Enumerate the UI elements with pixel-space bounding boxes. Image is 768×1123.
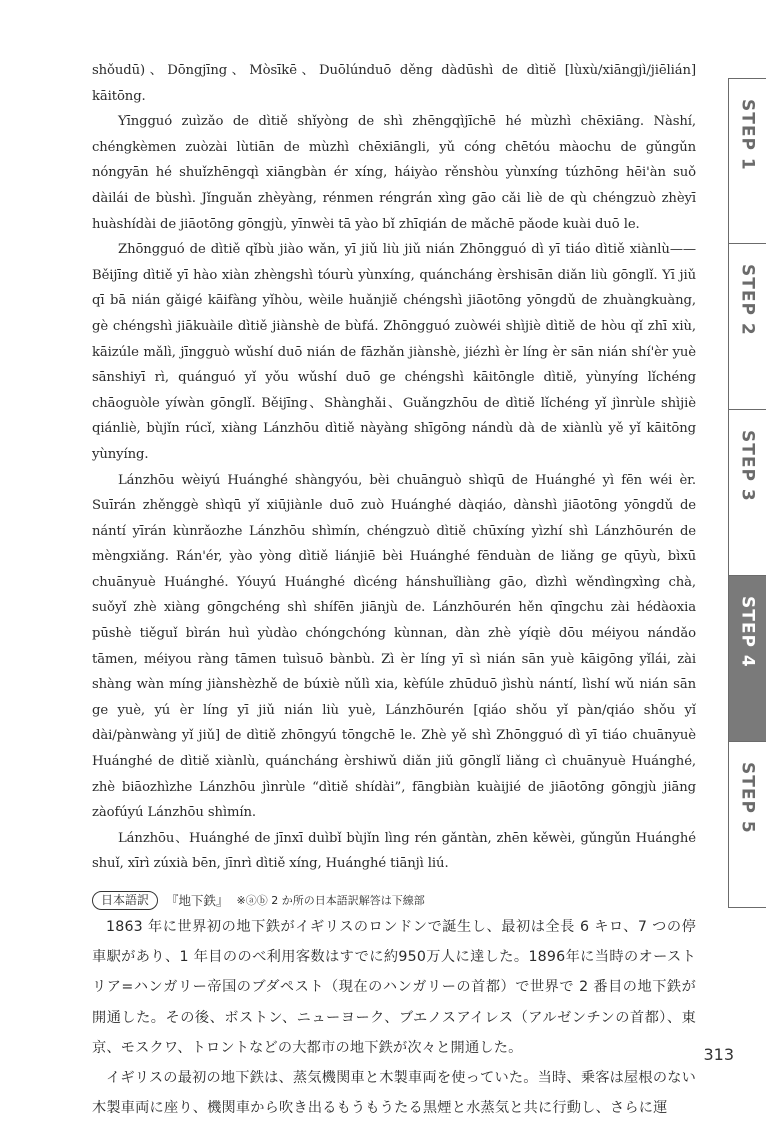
tab-step-3[interactable]: [728, 410, 766, 576]
tab-step-4-label: STEP 4: [737, 596, 758, 668]
tab-step-4[interactable]: [728, 576, 766, 742]
tab-step-5-label: STEP 5: [737, 762, 758, 834]
translation-tag: 日本語訳: [92, 891, 158, 910]
tab-step-2-label: STEP 2: [737, 264, 758, 336]
japanese-paragraph-2: イギリスの最初の地下鉄は、蒸気機関車と木製車両を使っていた。当時、乗客は屋根のない木製車両に座り、機関車から吹き出るもうもうたる黒煙と水蒸気と共に行動し、さらに運: [92, 1070, 696, 1117]
tab-step-1[interactable]: [728, 78, 766, 244]
pinyin-paragraph-1: shǒudū)、Dōngjīng、Mòsīkē、Duōlúnduō děng dàdūshì de dìtiě [lùxù/xiāngjì/jiēlián] kāitōng.: [92, 63, 696, 104]
pinyin-paragraph-5: Lánzhōu、Huánghé de jīnxī duìbǐ bùjǐn lìng rén gǎntàn, zhēn kěwèi, gǔngǔn Huánghé shuǐ, xīrì zúxià bēn, jīnrì dìtiě xíng, Huánghé tiānjì liú.: [92, 830, 696, 872]
page-number: 313: [703, 1045, 734, 1064]
main-text-column: [92, 58, 696, 1123]
translation-title: 『地下鉄』: [166, 892, 229, 908]
tab-step-3-label: STEP 3: [737, 430, 758, 502]
japanese-paragraph-1: 1863 年に世界初の地下鉄がイギリスのロンドンで誕生し、最初は全長 6 キロ、7 つの停車駅があり、1 年目ののべ利用客数はすでに約950万人に達した。1896年に当時のオーストリア=ハンガリー帝国のブダペスト（現在のハンガリーの首都）で世界で 2 番目の地下鉄が開通した。その後、ボストン、ニューヨーク、ブエノスアイレス（アルゼンチンの首都）、東京、モスクワ、トロントなどの大都市の地下鉄が次々と開通した。: [92, 919, 696, 1056]
step-tabs: [728, 78, 768, 908]
translation-note: ※ⓐⓑ 2 か所の日本語訳解答は下線部: [236, 893, 425, 907]
pinyin-paragraph-2: Yīngguó zuìzǎo de dìtiě shǐyòng de shì zhēngqìjīchē hé mùzhì chēxiāng. Nàshí, chéngkèmen zuòzài lùtiān de mùzhì chēxiāngli, yǔ cóng chētóu màochu de gǔngǔn nóngyān hé shuǐzhēngqì xiāngbàn ér xíng, háiyào rěnshòu yùnxíng túzhōng hēi'àn suǒ dàilái de bùshì. Jǐnguǎn zhèyàng, rénmen réngrán xìng gāo cǎi liè de qù chéngzuò zhèyī huàshídài de jiāotōng gōngjù, yīnwèi tā yào bǐ zhīqián de mǎchē pǎode kuài duō le.: [92, 114, 696, 232]
tab-step-2[interactable]: [728, 244, 766, 410]
pinyin-paragraph-3: Zhōngguó de dìtiě qǐbù jiào wǎn, yī jiǔ liù jiǔ nián Zhōngguó dì yī tiáo dìtiě xiànlù—— Běijīng dìtiě yī hào xiàn zhèngshì tóurù yùnxíng, quáncháng èrshisān diǎn liù gōnglǐ. Yī jiǔ qī bā nián gǎigé kāifàng yǐhòu, wèile huǎnjiě chéngshì jiāotōng yōngdǔ de zhuàngkuàng, gè chéngshì jiākuàile dìtiě jiànshè de bùfá. Zhōngguó zuòwéi shìjiè dìtiě de hòu qǐ zhī xiù, kāizúle mǎlì, jīngguò wǔshí duō nián de fāzhǎn jiànshè, jiézhì èr líng èr sān nián shí'èr yuè sānshiyī rì, quánguó yǐ yǒu wǔshí duō ge chéngshì kāitōngle dìtiě, yùnyíng lǐchéng chāoguòle yíwàn gōnglǐ. Běijīng、Shànghǎi、Guǎngzhōu de dìtiě lǐchéng yǐ jìnrùle shìjiè qiánliè, bùjǐn rúcǐ, xiàng Lánzhōu dìtiě nàyàng shīgōng nándù dà de xiànlù yě yǐ kāitōng yùnyíng.: [92, 242, 696, 462]
japanese-translation-header: [92, 891, 696, 910]
pinyin-paragraph-4: Lánzhōu wèiyú Huánghé shàngyóu, bèi chuānguò shìqū de Huánghé yì fēn wéi èr. Suīrán zhěnggè shìqū yǐ xiūjiànle duō zuò Huánghé dàqiáo, dànshì jiāotōng yōngdǔ de nántí yīrán kùnrǎozhe Lánzhōu shìmín, chéngzuò dìtiě chūxíng yìzhí shì Lánzhōurén de mèngxiǎng. Rán'ér, yào yòng dìtiě liánjiē bèi Huánghé fēnduàn de liǎng ge qūyù, bìxū chuānyuè Huánghé. Yóuyú Huánghé dìcéng hánshuǐliàng gāo, dìzhì wěndìngxìng chà, suǒyǐ zhè xiàng gōngchéng shì shífēn jiānjù de. Lánzhōurén hěn qīngchu zài hédàoxia pūshè tiěguǐ bìrán huì yùdào chóngchóng kùnnan, dàn zhè yíqiè dōu méiyou nándǎo tāmen, méiyou ràng tāmen tuìsuō bànbù. Zì èr líng yī sì nián sān yuè kāigōng yǐlái, zài shàng wàn míng jiànshèzhě de búxiè nǔlì xia, kèfúle zhūduō jìshù nántí, lìshí wǔ nián sān ge yuè, yú èr líng yī jiǔ nián liù yuè, Lánzhōurén [qiáo shǒu yǐ pàn/qiáo shǒu yǐ dài/pànwàng yǐ jiǔ] de dìtiě zhōngyú tōngchē le. Zhè yě shì Zhōngguó dì yī tiáo chuānyuè Huánghé de dìtiě xiànlù, quáncháng èrshiwǔ diǎn jiǔ gōnglǐ liǎng cì chuānyuè Huánghé, zhè biāozhìzhe Lánzhōu jìnrùle “dìtiě shídài”, fāngbiàn kuàijié de jiāotōng gōngjù jiāng zàofúyú Lánzhōu shìmín.: [92, 472, 696, 821]
tab-step-1-label: STEP 1: [737, 99, 758, 171]
tab-step-5[interactable]: [728, 742, 766, 908]
